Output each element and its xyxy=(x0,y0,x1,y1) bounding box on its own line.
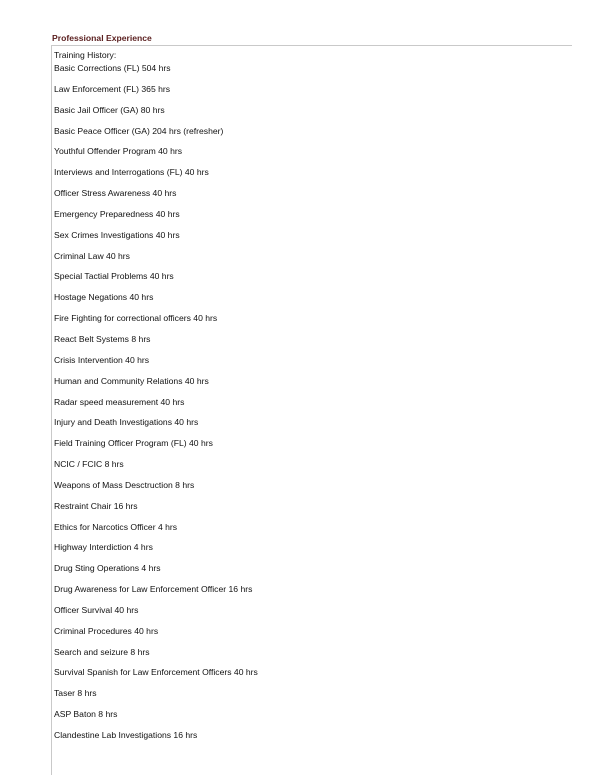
training-item: Ethics for Narcotics Officer 4 hrs xyxy=(54,521,178,532)
training-item: Criminal Law 40 hrs xyxy=(54,250,130,261)
training-item: Youthful Offender Program 40 hrs xyxy=(54,146,183,157)
training-history-heading: Training History: xyxy=(54,50,117,60)
training-item: Law Enforcement (FL) 365 hrs xyxy=(54,83,171,94)
training-item: Interviews and Interrogations (FL) 40 hrs xyxy=(54,167,209,178)
training-item: Highway Interdiction 4 hrs xyxy=(54,542,153,553)
training-item: Survival Spanish for Law Enforcement Officers 40 hrs xyxy=(54,667,258,678)
training-item: Sex Crimes Investigations 40 hrs xyxy=(54,229,180,240)
training-item: Human and Community Relations 40 hrs xyxy=(54,375,209,386)
training-item: Officer Stress Awareness 40 hrs xyxy=(54,188,177,199)
training-item: Weapons of Mass Desctruction 8 hrs xyxy=(54,479,195,490)
training-item: Restraint Chair 16 hrs xyxy=(54,500,138,511)
training-item: Drug Awareness for Law Enforcement Officer 16 hrs xyxy=(54,584,253,595)
training-item: ASP Baton 8 hrs xyxy=(54,709,118,720)
training-item: Field Training Officer Program (FL) 40 hrs xyxy=(54,438,213,449)
training-item: Hostage Negations 40 hrs xyxy=(54,292,154,303)
training-item: Search and seizure 8 hrs xyxy=(54,646,150,657)
training-item: Basic Corrections (FL) 504 hrs xyxy=(54,63,171,73)
training-item: Radar speed measurement 40 hrs xyxy=(54,396,185,407)
training-list xyxy=(54,63,572,751)
training-history-box xyxy=(51,45,572,775)
training-item: Fire Fighting for correctional officers 40 hrs xyxy=(54,313,218,324)
training-item: Basic Peace Officer (GA) 204 hrs (refresher) xyxy=(54,125,224,136)
training-item: Clandestine Lab Investigations 16 hrs xyxy=(54,730,198,740)
training-item: Injury and Death Investigations 40 hrs xyxy=(54,417,199,428)
training-item: Drug Sting Operations 4 hrs xyxy=(54,563,161,574)
training-item: Taser 8 hrs xyxy=(54,688,97,699)
training-item: NCIC / FCIC 8 hrs xyxy=(54,459,124,470)
section-title: Professional Experience xyxy=(52,33,152,43)
professional-experience-section xyxy=(51,33,572,775)
training-item: Special Tactial Problems 40 hrs xyxy=(54,271,174,282)
training-item: Basic Jail Officer (GA) 80 hrs xyxy=(54,104,165,115)
training-item: Officer Survival 40 hrs xyxy=(54,604,139,615)
training-item: Crisis Intervention 40 hrs xyxy=(54,354,150,365)
training-item: Emergency Preparedness 40 hrs xyxy=(54,208,180,219)
training-item: React Belt Systems 8 hrs xyxy=(54,333,151,344)
training-item: Criminal Procedures 40 hrs xyxy=(54,625,159,636)
